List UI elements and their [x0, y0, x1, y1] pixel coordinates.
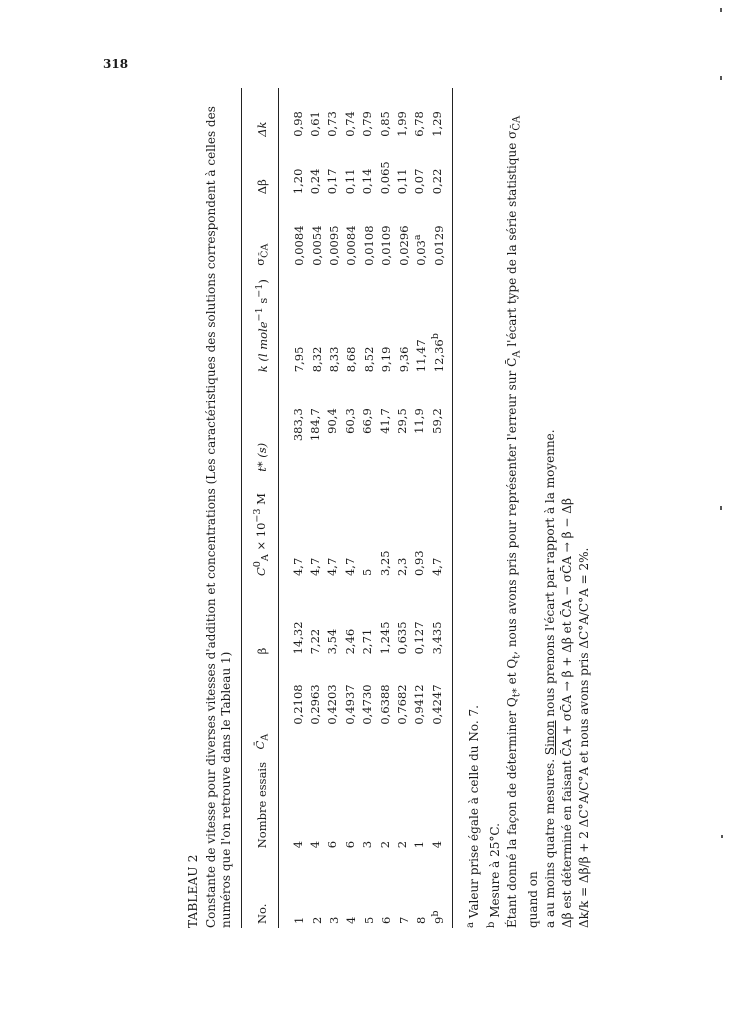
cell-sigma: 0,0084 [344, 225, 359, 266]
cell-ca: 0,4730 [360, 684, 375, 725]
cell-beta: 1,245 [377, 621, 392, 655]
table-row [359, 88, 376, 928]
table-row [394, 88, 411, 928]
cell-conc: 0,93 [412, 550, 427, 577]
cell-k: 12,36$^b$ [429, 333, 446, 373]
cell-no: 9$^b$ [429, 910, 446, 924]
cell-ca: 0,2963 [307, 684, 322, 725]
cell-conc: 3,25 [377, 550, 392, 577]
cell-k: 8,33 [326, 346, 341, 373]
cell-delta-beta: 0,07 [412, 168, 427, 195]
cell-delta-beta: 0,17 [325, 168, 340, 195]
header-sigma: $\sigma_{C̄A}$ [252, 243, 271, 266]
cell-t: 60,3 [342, 408, 357, 434]
cell-ca: 0,6388 [377, 684, 392, 725]
cell-delta-k: 0,73 [325, 111, 340, 137]
table-row [341, 88, 358, 928]
cell-delta-k: 6,78 [412, 111, 427, 137]
cell-nombre: 6 [342, 840, 357, 849]
cell-delta-beta: 0,14 [360, 168, 375, 195]
cell-no: 2 [309, 916, 324, 924]
cell-sigma: 0,0129 [431, 225, 446, 266]
cell-delta-k: 0,74 [342, 111, 357, 137]
cell-no: 7 [396, 916, 411, 924]
table-row [279, 88, 307, 928]
table-row [411, 88, 428, 928]
cell-sigma: 0,0108 [361, 225, 376, 266]
scan-speck [720, 8, 722, 12]
cell-ca: 0,4937 [342, 684, 357, 725]
cell-nombre: 2 [377, 840, 392, 849]
header-k: k (l mole$^{-1}$ $s^{-1}$) [253, 279, 270, 373]
cell-nombre: 1 [412, 840, 427, 849]
cell-delta-beta: 0,24 [307, 168, 322, 195]
cell-no: 8 [413, 916, 428, 924]
cell-delta-beta: 0,11 [342, 168, 357, 195]
cell-delta-k: 1,29 [429, 111, 444, 137]
cell-k: 8,32 [309, 346, 324, 373]
cell-k: 11,47 [413, 339, 428, 373]
footnote-b: $^b$ Mesure à 25°C. [485, 823, 502, 928]
cell-k: 7,95 [291, 346, 306, 373]
cell-nombre: 3 [360, 840, 375, 849]
table-body [279, 88, 453, 928]
data-table [241, 88, 453, 928]
cell-delta-k: 0,85 [377, 111, 392, 137]
cell-delta-k: 0,98 [290, 111, 305, 137]
cell-delta-beta: 1,20 [290, 168, 305, 195]
header-concentration: $C^0_A \times 10^{-3}$ M [252, 493, 272, 577]
cell-sigma: 0,0109 [379, 225, 394, 266]
cell-ca: 0,4203 [325, 684, 340, 725]
note-delta-k: Δk/k = Δβ/β + 2 ΔC°A/C°A et nous avons pris ΔC°A/C°A = 2%. [577, 547, 592, 928]
table-row [307, 88, 324, 928]
cell-conc: 4,7 [429, 557, 444, 577]
note-delta-beta: Δβ est déterminé en faisant C̄A + σC̄A → β + Δβ et C̄A − σC̄A → β − Δβ [560, 498, 575, 928]
page-number: 318 [103, 57, 129, 71]
cell-conc: 4,7 [325, 557, 340, 577]
footnote-a: $^a$ Valeur prise égale à celle du No. 7. [464, 705, 481, 928]
cell-t: 11,9 [412, 408, 427, 434]
cell-beta: 7,22 [307, 628, 322, 655]
cell-beta: 2,71 [360, 628, 375, 655]
table-title: TABLEAU 2 [186, 854, 200, 928]
cell-delta-k: 0,79 [360, 111, 375, 137]
cell-sigma: 0,03$^a$ [412, 234, 428, 266]
cell-sigma: 0,0095 [326, 225, 341, 266]
cell-conc: 4,7 [290, 557, 305, 577]
header-beta: β [254, 647, 269, 655]
rotated-table-block [186, 68, 592, 928]
scan-speck [720, 506, 722, 510]
cell-k: 9,36 [396, 346, 411, 373]
cell-ca: 0,7682 [395, 684, 410, 725]
cell-k: 8,52 [361, 346, 376, 373]
cell-no: 1 [291, 916, 306, 924]
cell-beta: 3,435 [429, 621, 444, 655]
cell-sigma: 0,0084 [291, 225, 306, 266]
cell-beta: 3,54 [325, 628, 340, 655]
header-delta-k: Δk [254, 121, 269, 137]
table-row [429, 88, 453, 928]
cell-delta-beta: 0,11 [395, 168, 410, 195]
cell-conc: 5 [360, 568, 375, 577]
cell-sigma: 0,0296 [396, 225, 411, 266]
header-t: t* (s) [254, 442, 269, 472]
cell-ca: 0,2108 [290, 684, 305, 725]
cell-t: 90,4 [325, 408, 340, 434]
cell-beta: 14,32 [290, 621, 305, 655]
cell-k: 8,68 [344, 346, 359, 373]
cell-no: 6 [379, 916, 394, 924]
cell-nombre: 6 [325, 840, 340, 849]
cell-no: 5 [361, 916, 376, 924]
cell-sigma: 0,0054 [309, 225, 324, 266]
cell-beta: 0,635 [395, 621, 410, 655]
cell-nombre: 4 [290, 840, 305, 849]
cell-delta-k: 0,61 [307, 111, 322, 137]
cell-conc: 4,7 [307, 557, 322, 577]
cell-k: 9,19 [379, 346, 394, 373]
cell-t: 66,9 [360, 408, 375, 434]
cell-ca: 0,9412 [412, 684, 427, 725]
note-minimum-measures: a au moins quatre mesures. Sinon nous prenons l'écart par rapport à la moyenne. [543, 429, 558, 928]
cell-no: 3 [326, 916, 341, 924]
cell-nombre: 4 [307, 840, 322, 849]
cell-no: 4 [344, 916, 359, 924]
scan-speck [721, 835, 723, 838]
cell-t: 59,2 [429, 408, 444, 434]
header-delta-beta: Δβ [254, 179, 269, 195]
table-caption: Constante de vitesse pour diverses vitesses d'addition et concentrations (Les caractéristiques des solutions correspondent à celles des numéros que l'on retrouve dans le Tableau 1) [204, 106, 233, 928]
table-footnotes [462, 88, 593, 928]
cell-delta-beta: 0,22 [429, 168, 444, 195]
header-nombre-essais: Nombre essais [254, 761, 269, 849]
table-header-row [242, 88, 279, 928]
header-no: No. [254, 903, 269, 924]
cell-nombre: 4 [429, 840, 444, 849]
cell-conc: 4,7 [342, 557, 357, 577]
cell-delta-beta: 0,065 [377, 161, 392, 195]
scan-speck [720, 76, 722, 80]
cell-ca: 0,4247 [429, 684, 444, 725]
cell-t: 41,7 [377, 408, 392, 434]
cell-t: 184,7 [307, 408, 322, 442]
cell-nombre: 2 [395, 840, 410, 849]
cell-t: 383,3 [290, 408, 305, 442]
header-ca: $C̄_A$ [252, 733, 271, 750]
cell-t: 29,5 [395, 408, 410, 434]
table-row [324, 88, 341, 928]
cell-conc: 2,3 [395, 557, 410, 577]
table-row [376, 88, 393, 928]
cell-beta: 2,46 [342, 628, 357, 655]
cell-beta: 0,127 [412, 621, 427, 655]
cell-delta-k: 1,99 [395, 111, 410, 137]
note-error-method: Étant donné la façon de déterminer $Q_{t*}$ et $Q_t$, nous avons pris pour représenter l'erreur sur $C̄_A$ l'écart type de la série statistique $\sigma_{C̄A}$ quand on [504, 115, 541, 928]
